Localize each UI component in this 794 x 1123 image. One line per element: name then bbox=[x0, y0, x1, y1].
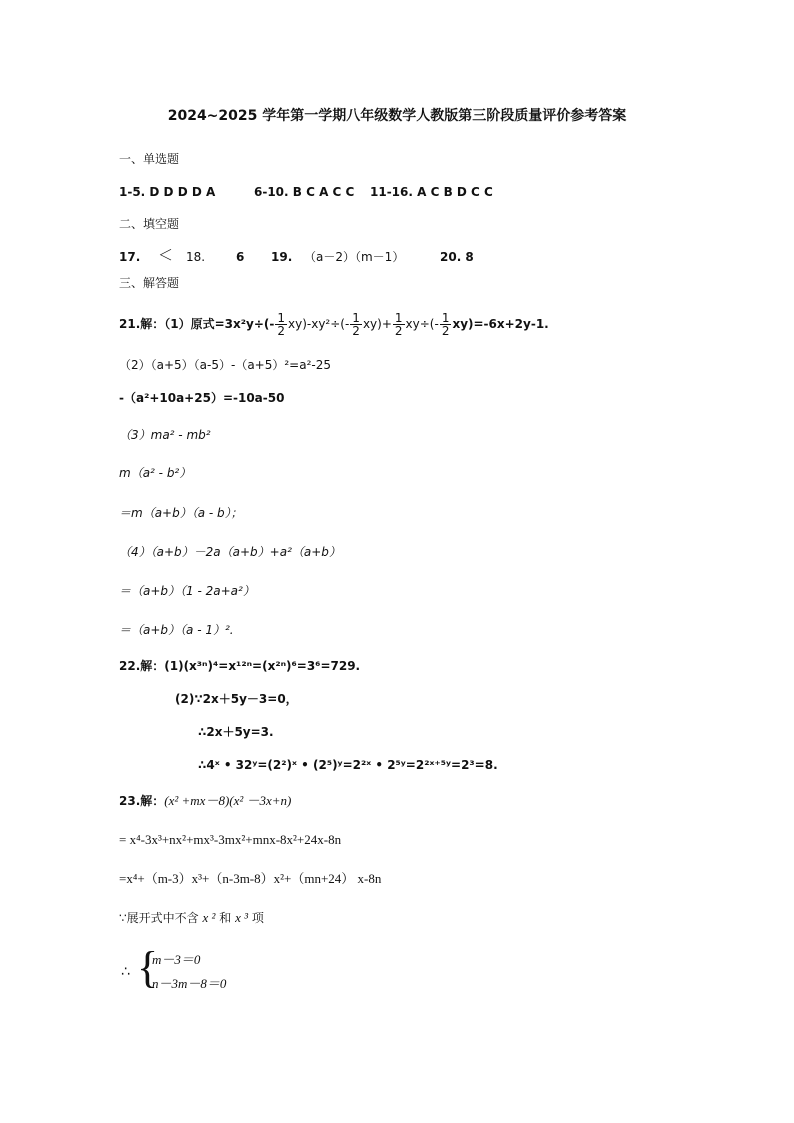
q23-label: 23.解： bbox=[119, 794, 165, 808]
fraction-4 bbox=[440, 312, 452, 337]
section-heading-single-choice: 一、单选题 bbox=[119, 152, 180, 166]
fill-q18-answer: 6 bbox=[236, 250, 245, 264]
q22-line2: (2)∵2x＋5y－3=0， bbox=[175, 692, 298, 706]
q21-part3-line1: （3）ma² - mb² bbox=[119, 428, 211, 442]
q21-part4-line3: ＝（a+b）（a - 1）². bbox=[119, 623, 234, 637]
fill-q19-answer: （a－2）（m－1） bbox=[304, 250, 405, 264]
fraction-3-num: 1 bbox=[394, 311, 403, 325]
q21-part4-line2: ＝（a+b）（1 - 2a+a²） bbox=[119, 584, 255, 598]
q21-part1-mid3: xy÷(- bbox=[405, 317, 439, 331]
fill-q17-answer: ＜ bbox=[158, 246, 174, 264]
q23-condition-lead: ∵展开式中不含 bbox=[119, 911, 199, 925]
q23-x-cubed: x ³ bbox=[235, 910, 248, 925]
q23-line3: =x⁴+（m-3）x³+（n-3m-8）x²+（mn+24） x-8n bbox=[119, 871, 382, 886]
fill-q20: 20. 8 bbox=[440, 250, 474, 264]
q23-line1 bbox=[119, 793, 291, 809]
fraction-1-num: 1 bbox=[277, 311, 285, 325]
fraction-3-den: 2 bbox=[394, 324, 403, 338]
q23-line4 bbox=[119, 910, 264, 926]
q23-and: 和 bbox=[219, 911, 232, 925]
q21-part2-line2: -（a²+10a+25）=-10a-50 bbox=[119, 391, 285, 405]
q21-part1-mid2: xy)+ bbox=[362, 317, 392, 331]
q23-term: 项 bbox=[251, 911, 264, 925]
therefore-symbol: ∴ bbox=[121, 964, 130, 980]
section-heading-solutions: 三、解答题 bbox=[119, 276, 180, 290]
q21-part3-line2: m（a² - b²） bbox=[119, 466, 192, 480]
q21-part1-lead: 21.解：（1）原式=3x²y÷(- bbox=[119, 317, 275, 331]
q21-part4-line1: （4）（a+b）－2a（a+b）+a²（a+b） bbox=[119, 545, 341, 559]
q21-part2-line1: （2）（a+5）（a-5）-（a+5）²=a²-25 bbox=[119, 358, 331, 372]
q21-part1-mid1: xy)-xy²÷(- bbox=[288, 317, 350, 331]
fraction-4-num: 1 bbox=[441, 311, 450, 325]
mc-answers-6-10: 6-10. B C A C C bbox=[254, 185, 355, 199]
system-equation-1: m－3＝0 bbox=[152, 952, 201, 967]
q22-line3: ∴2x＋5y=3. bbox=[198, 725, 274, 739]
q21-part1-tail: xy)=-6x+2y-1. bbox=[452, 317, 549, 331]
q21-part3-line3: ＝m（a+b）（a - b）； bbox=[119, 506, 243, 520]
fraction-2-num: 1 bbox=[352, 311, 360, 325]
q23-expression: (x² +mx－8)(x² －3x+n) bbox=[164, 793, 292, 808]
system-equation-2: n－3m－8＝0 bbox=[152, 976, 227, 991]
mc-answers-1-5: 1-5. D D D D A bbox=[119, 185, 216, 199]
mc-answers-11-16: 11-16. A C B D C C bbox=[370, 185, 493, 199]
fraction-3 bbox=[393, 312, 405, 337]
fill-q17-label: 17. bbox=[119, 250, 141, 264]
q23-x-squared: x ² bbox=[202, 910, 216, 925]
fill-q18-label: 18. bbox=[186, 250, 206, 264]
q22-line4: ∴4ˣ • 32ʸ=(2²)ˣ • (2⁵)ʸ=2²ˣ • 2⁵ʸ=2²ˣ⁺⁵ʸ=2³=8. bbox=[198, 758, 498, 772]
system-brace-icon: { bbox=[137, 943, 159, 992]
fraction-2 bbox=[350, 312, 362, 337]
fraction-2-den: 2 bbox=[352, 324, 360, 338]
fill-q19-label: 19. bbox=[271, 250, 293, 264]
q21-part1 bbox=[119, 308, 549, 340]
q22-line1: 22.解：(1)(x³ⁿ)⁴=x¹²ⁿ=(x²ⁿ)⁶=3⁶=729. bbox=[119, 659, 361, 673]
page-title: 2024~2025 学年第一学期八年级数学人教版第三阶段质量评价参考答案 bbox=[167, 108, 627, 124]
section-heading-fill-blank: 二、填空题 bbox=[119, 217, 180, 231]
fraction-4-den: 2 bbox=[441, 324, 450, 338]
q23-line2: = x⁴-3x³+nx²+mx³-3mx²+mnx-8x²+24x-8n bbox=[119, 832, 342, 847]
fraction-1-den: 2 bbox=[277, 324, 285, 338]
fraction-1 bbox=[275, 312, 287, 337]
